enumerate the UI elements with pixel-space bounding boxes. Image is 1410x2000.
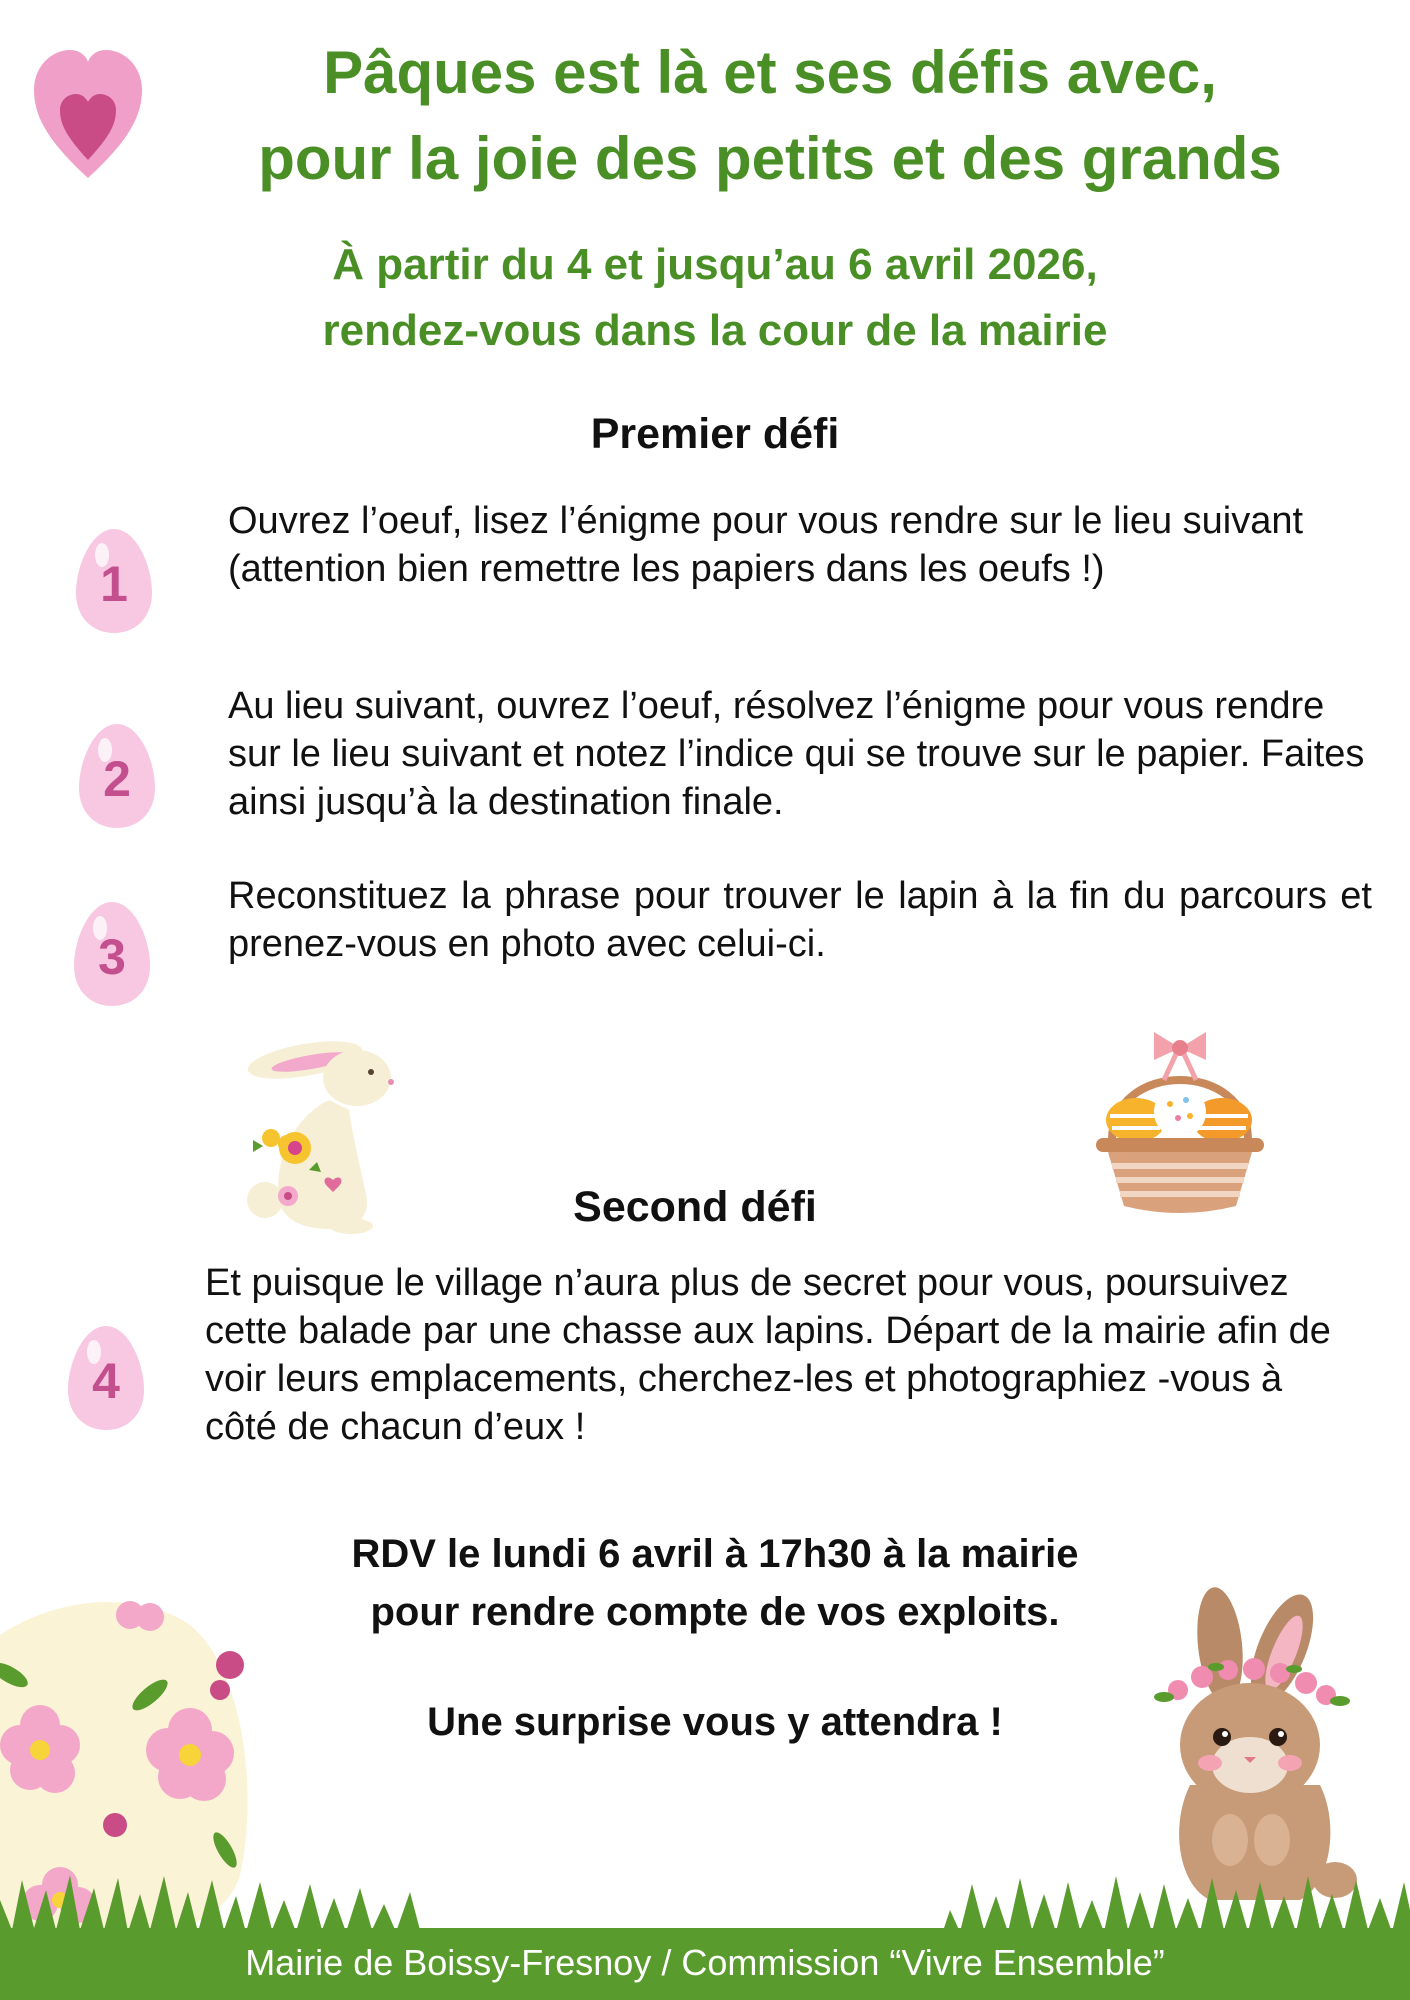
page-title: Pâques est là et ses défis avec, pour la joie des petits et des grands [258,39,1282,192]
white-bunny-icon [225,1020,405,1235]
surprise-text: Une surprise vous y attendra ! [427,1700,1003,1744]
step-3-text: Reconstituez la phrase pour trouver le lapin à la fin du parcours et prenez-vous en photo avec celui-ci. [228,875,1372,965]
second-defi-title: Second défi [573,1183,817,1231]
step-1-egg [74,527,154,635]
footer-text: Mairie de Boissy-Fresnoy / Commission “Vivre Ensemble” [245,1942,1165,1983]
egg-basket-icon [1090,1020,1270,1220]
step-4-number: 4 [92,1353,120,1409]
brown-bunny-icon [1150,1585,1360,1910]
heart-icon [30,48,146,182]
step-4-text: Et puisque le village n’aura plus de secret pour vous, poursuivez cette balade par une chasse aux lapins. Départ de la mairie afin de voir leurs emplacements, cherchez-les et photographiez -vous à côté de chacun d’eux ! [205,1262,1331,1448]
step-1-text: Ouvrez l’oeuf, lisez l’énigme pour vous rendre sur le lieu suivant (attention bien remettre les papiers dans les oeufs !) [228,500,1304,590]
step-1-number: 1 [100,556,128,612]
step-3-egg [72,900,152,1008]
premier-defi-title: Premier défi [590,410,840,458]
step-2-number: 2 [103,751,131,807]
step-2-text: Au lieu suivant, ouvrez l’oeuf, résolvez l’énigme pour vous rendre sur le lieu suivant et notez l’indice qui se trouve sur le papier. Faites ainsi jusqu’à la destination finale. [228,685,1365,823]
event-dates: À partir du 4 et jusqu’au 6 avril 2026, rendez-vous dans la cour de la mairie [322,240,1108,355]
rendezvous-info: RDV le lundi 6 avril à 17h30 à la mairie pour rendre compte de vos exploits. [351,1532,1079,1634]
step-3-number: 3 [98,929,126,985]
step-4-egg [66,1324,146,1432]
step-2-egg [77,722,157,830]
